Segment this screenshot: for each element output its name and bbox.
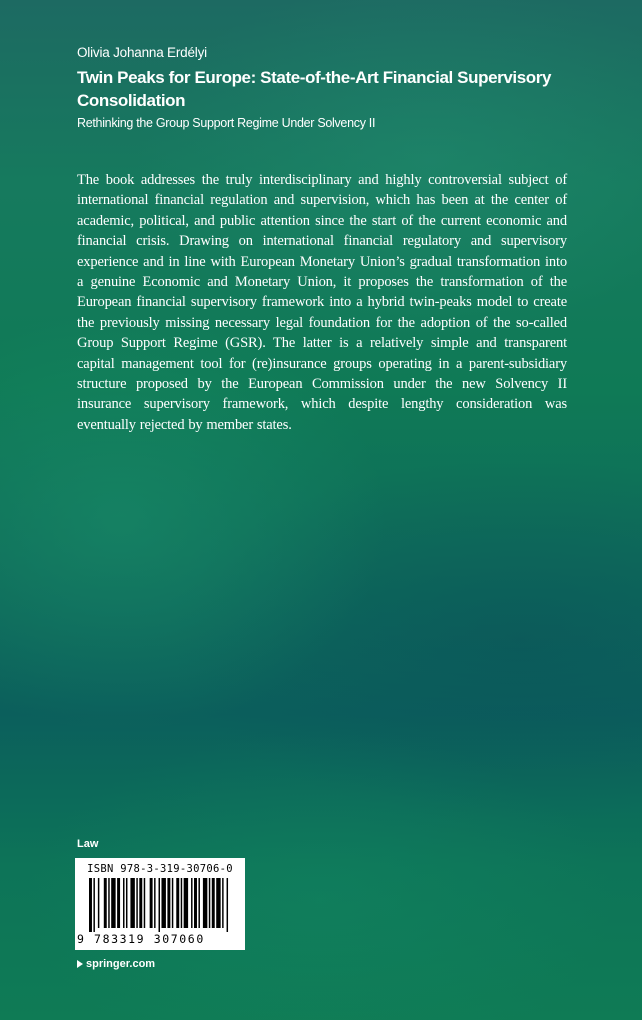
book-subtitle: Rethinking the Group Support Regime Under Solvency II: [77, 116, 376, 130]
book-title-line-1: Twin Peaks for Europe: State-of-the-Art Financial Supervisory: [77, 68, 552, 87]
book-category: Law: [77, 838, 99, 850]
author-name: Olivia Johanna Erdélyi: [77, 45, 207, 60]
book-title-line-2: Consolidation: [77, 91, 186, 110]
publisher-website[interactable]: [77, 958, 155, 970]
book-description: The book addresses the truly interdisciplinary and highly controversial subject of international financial regulation and supervision, which has been at the center of academic, political, and public attention since the start of the current economic and financial crisis. Drawing on international financial regulatory and supervisory experience and in line with European Monetary Union’s gradual transformation into a genuine Economic and Monetary Union, it proposes the transformation of the European financial supervisory framework into a hybrid twin-peaks model to create the previously missing necessary legal foundation for the adoption of the so-called Group Support Regime (GSR). The latter is a relatively simple and transparent capital management tool for (re)insurance groups operating in a parent-subsidiary structure proposed by the European Commission under the new Solvency II insurance supervisory framework, which despite lengthy consideration was eventually rejected by member states.: [77, 172, 567, 433]
barcode-digits: 9 783319 307060: [77, 932, 205, 946]
barcode-bars: [89, 878, 231, 932]
isbn-label: ISBN 978-3-319-30706-0: [87, 863, 233, 875]
book-title: [77, 66, 577, 112]
isbn-barcode: [75, 858, 245, 950]
publisher-website-label: springer.com: [86, 958, 156, 970]
arrow-right-icon: [77, 960, 83, 968]
